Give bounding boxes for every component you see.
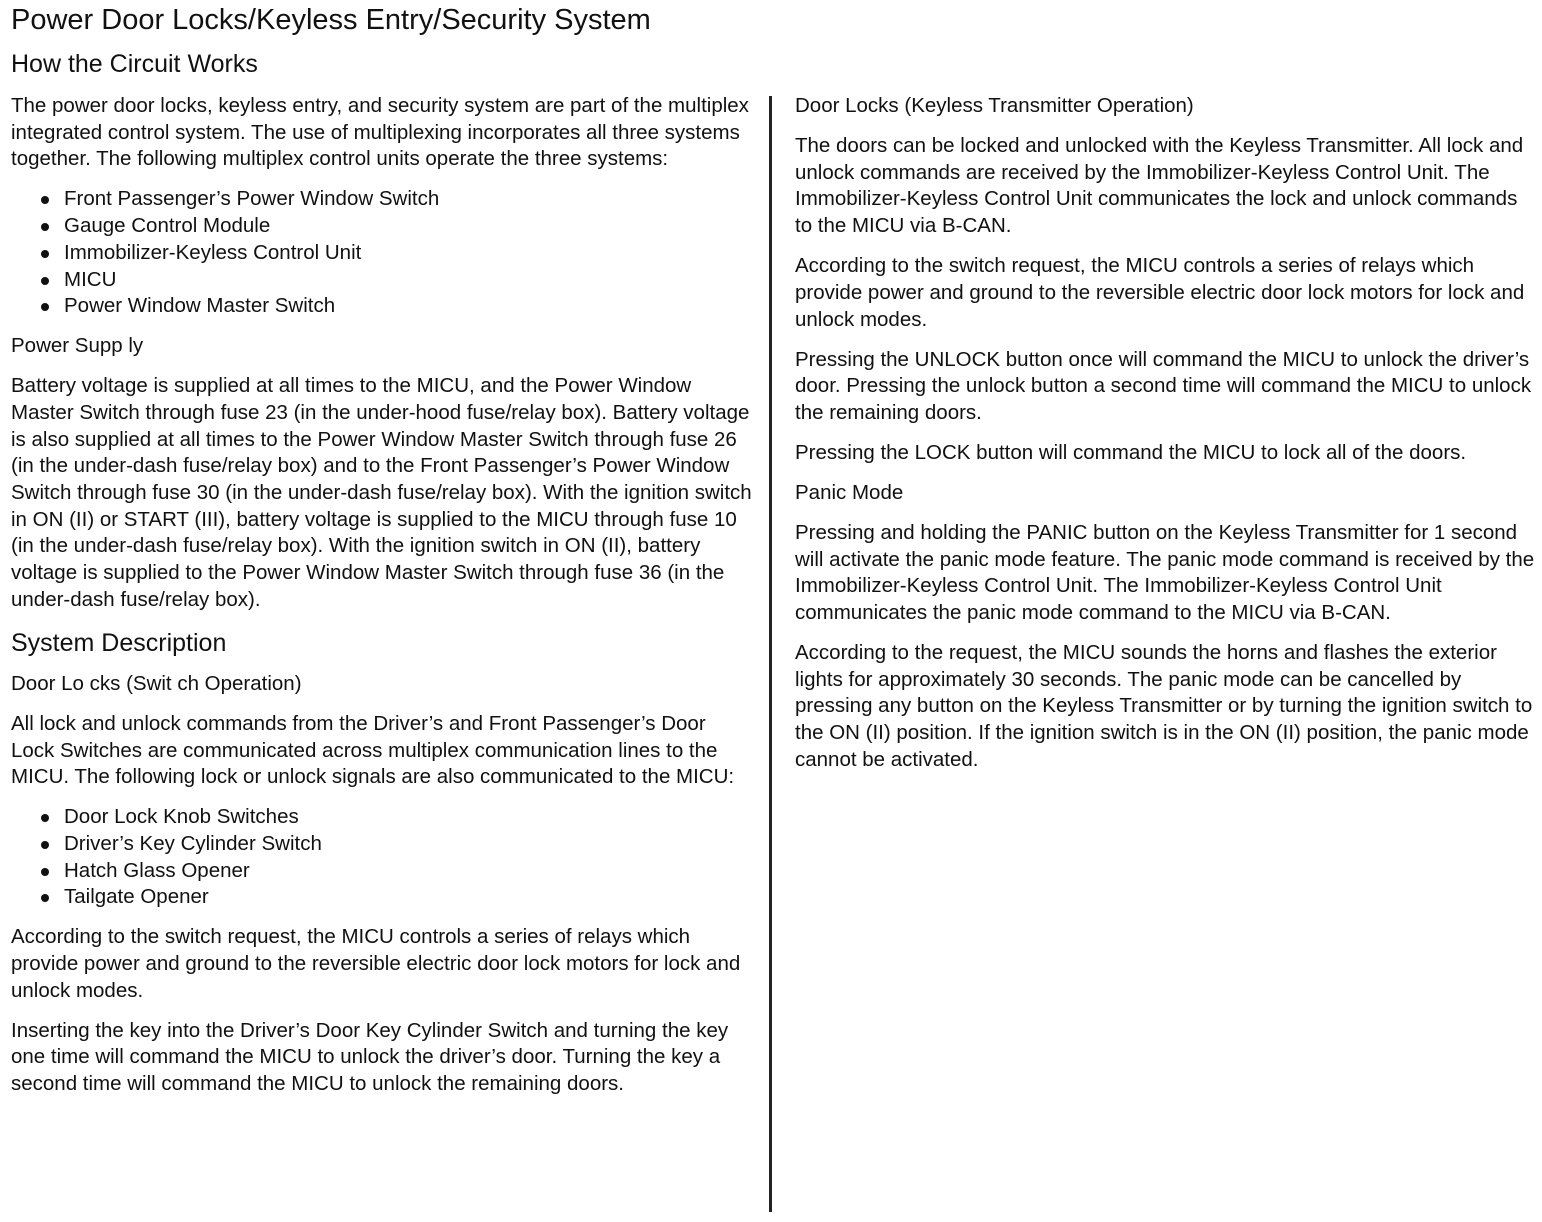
page-title: Power Door Locks/Keyless Entry/Security System — [11, 4, 651, 36]
relay-paragraph-left: According to the switch request, the MICU controls a series of relays which provide power and ground to the reversible electric door lock motors for lock and unlock modes. — [11, 925, 741, 1002]
list-item: MICU — [11, 267, 753, 294]
list-item: Gauge Control Module — [11, 213, 753, 240]
left-column — [11, 93, 753, 1111]
list-item: Door Lock Knob Switches — [11, 804, 753, 831]
lock-paragraph: Pressing the LOCK button will command the MICU to lock all of the doors. — [795, 440, 1467, 464]
section-heading-how-circuit-works: How the Circuit Works — [11, 50, 258, 78]
list-item: Hatch Glass Opener — [11, 858, 753, 885]
column-divider — [769, 96, 772, 1212]
door-locks-switch-paragraph: All lock and unlock commands from the Driver’s and Front Passenger’s Door Lock Switches are communicated across multiplex communication lines to the MICU. The following lock or unlock signals are also communicated to the MICU: — [11, 711, 735, 789]
door-locks-switch-label: Door Lo cks (Swit ch Operation) — [11, 671, 302, 695]
list-item: Power Window Master Switch — [11, 293, 753, 320]
transmitter-operation-label: Door Locks (Keyless Transmitter Operation) — [795, 94, 1194, 117]
list-item: Driver’s Key Cylinder Switch — [11, 831, 753, 858]
unlock-paragraph: Pressing the UNLOCK button once will command the MICU to unlock the driver’s door. Pressing the unlock button a second time will command the MICU to unlock the remaining doors. — [795, 347, 1532, 424]
intro-paragraph: The power door locks, keyless entry, and security system are part of the multiplex integrated control system. The use of multiplexing incorporates all three systems together. The following multiplex control units operate the three systems: — [11, 94, 749, 171]
transmitter-paragraph: The doors can be locked and unlocked with the Keyless Transmitter. All lock and unlock commands are received by the Immobilizer-Keyless Control Unit. The Immobilizer-Keyless Control Unit communicates the lock and unlock commands to the MICU via B-CAN. — [795, 134, 1524, 238]
list-item: Tailgate Opener — [11, 884, 753, 911]
signals-list — [11, 804, 753, 911]
list-item: Front Passenger’s Power Window Switch — [11, 186, 753, 213]
panic-paragraph: Pressing and holding the PANIC button on the Keyless Transmitter for 1 second will activate the panic mode feature. The panic mode command is received by the Immobilizer-Keyless Control Unit. The Immobilizer-Keyless Control Unit communicates the panic mode command to the MICU via B-CAN. — [795, 520, 1535, 625]
relay-paragraph-right: According to the switch request, the MICU controls a series of relays which provide power and ground to the reversible electric door lock motors for lock and unlock modes. — [795, 254, 1525, 331]
panic-result-paragraph: According to the request, the MICU sounds the horns and flashes the exterior lights for approximately 30 seconds. The panic mode can be cancelled by pressing any button on the Keyless Transmitter or by turning the ignition switch to the ON (II) position. If the ignition switch is in the ON (II) position, the panic mode cannot be activated. — [795, 641, 1533, 771]
power-supply-paragraph: Battery voltage is supplied at all times to the MICU, and the Power Window Master Switch through fuse 23 (in the under-hood fuse/relay box). Battery voltage is also supplied at all times to the Power Window Master Switch through fuse 26 (in the under-dash fuse/relay box) and to the Front Passenger’s Power Window Switch through fuse 30 (in the under-dash fuse/relay box). With the ignition switch in ON (II) or START (III), battery voltage is supplied to the MICU through fuse 10 (in the under-dash fuse/relay box). With the ignition switch in ON (II), battery voltage is supplied to the Power Window Master Switch through fuse 36 (in the under-dash fuse/relay box). — [11, 374, 752, 611]
right-column — [795, 93, 1535, 787]
key-cylinder-paragraph: Inserting the key into the Driver’s Door Key Cylinder Switch and turning the key one time will command the MICU to unlock the driver’s door. Turning the key a second time will command the MICU to unlock the remaining doors. — [11, 1018, 729, 1096]
system-description-heading: System Description — [11, 628, 227, 657]
list-item: Immobilizer-Keyless Control Unit — [11, 240, 753, 267]
control-units-list — [11, 186, 753, 320]
power-supply-label: Power Supp ly — [11, 334, 144, 358]
panic-mode-label: Panic Mode — [795, 480, 904, 504]
